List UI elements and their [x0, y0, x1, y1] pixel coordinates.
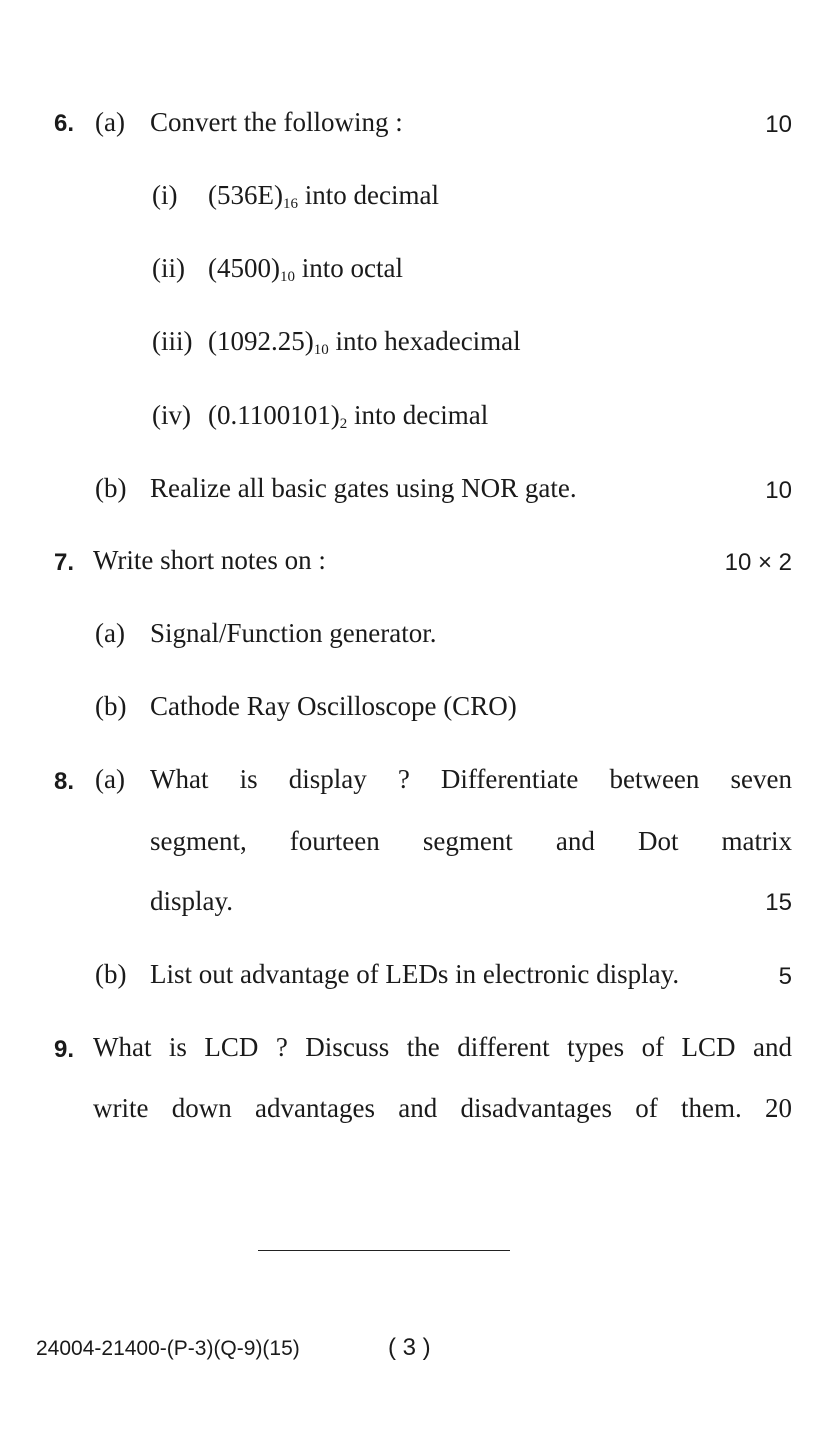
- item-base: 16: [282, 196, 298, 212]
- q8b-text: List out advantage of LEDs in electronic display.: [150, 959, 680, 989]
- item-text: into hexadecimal: [328, 326, 521, 356]
- q6a-text: Convert the following :: [150, 107, 403, 137]
- q6a-item-iv: [152, 400, 488, 431]
- item-value: (536E): [208, 180, 283, 210]
- q6a-item-iii: [152, 326, 521, 357]
- q9-line1: What is LCD ? Discuss the different types of LCD and: [93, 1032, 792, 1062]
- q7a-label: (a): [95, 618, 125, 648]
- q9-number: 9.: [54, 1036, 75, 1063]
- item-label: (i): [152, 180, 178, 210]
- item-label: (iv): [152, 400, 191, 430]
- q8a-label: (a): [95, 764, 125, 794]
- item-base: 10: [313, 342, 329, 358]
- q6b-label: (b): [95, 473, 127, 503]
- q8a-line1: What is display ? Differentiate between seven: [150, 764, 792, 794]
- q8a-marks: 15: [765, 889, 792, 916]
- q7-text: Write short notes on :: [93, 545, 326, 575]
- q6-number: 6.: [54, 110, 75, 137]
- item-text: into decimal: [347, 400, 489, 430]
- footer-code: 24004-21400-(P-3)(Q-9)(15): [36, 1337, 300, 1360]
- item-label: (ii): [152, 253, 185, 283]
- q7a-text: Signal/Function generator.: [150, 618, 437, 648]
- q8-number: 8.: [54, 768, 75, 795]
- q7-marks: 10 × 2: [724, 549, 792, 576]
- q8b-label: (b): [95, 959, 127, 989]
- item-text: into decimal: [297, 180, 439, 210]
- item-value: (1092.25): [208, 326, 314, 356]
- q7b-text: Cathode Ray Oscilloscope (CRO): [150, 691, 517, 721]
- q8a-line3: display.: [150, 886, 233, 916]
- q9-line2: write down advantages and disadvantages of them. 20: [93, 1093, 792, 1123]
- item-label: (iii): [152, 326, 193, 356]
- item-value: (4500): [208, 253, 280, 283]
- end-rule: [258, 1250, 510, 1251]
- item-text: into octal: [294, 253, 403, 283]
- q8b-marks: 5: [778, 963, 792, 990]
- q8a-line2: segment, fourteen segment and Dot matrix: [150, 826, 792, 856]
- page-number: ( 3 ): [388, 1334, 431, 1361]
- q6b-text: Realize all basic gates using NOR gate.: [150, 473, 577, 503]
- q6a-item-i: [152, 180, 439, 211]
- q6b-marks: 10: [765, 477, 792, 504]
- q7b-label: (b): [95, 691, 127, 721]
- item-value: (0.1100101): [208, 400, 340, 430]
- q6a-marks: 10: [765, 111, 792, 138]
- item-base: 2: [339, 416, 348, 432]
- q6a-item-ii: [152, 253, 403, 284]
- q6a-label: (a): [95, 107, 125, 137]
- item-base: 10: [279, 269, 295, 285]
- q7-number: 7.: [54, 549, 75, 576]
